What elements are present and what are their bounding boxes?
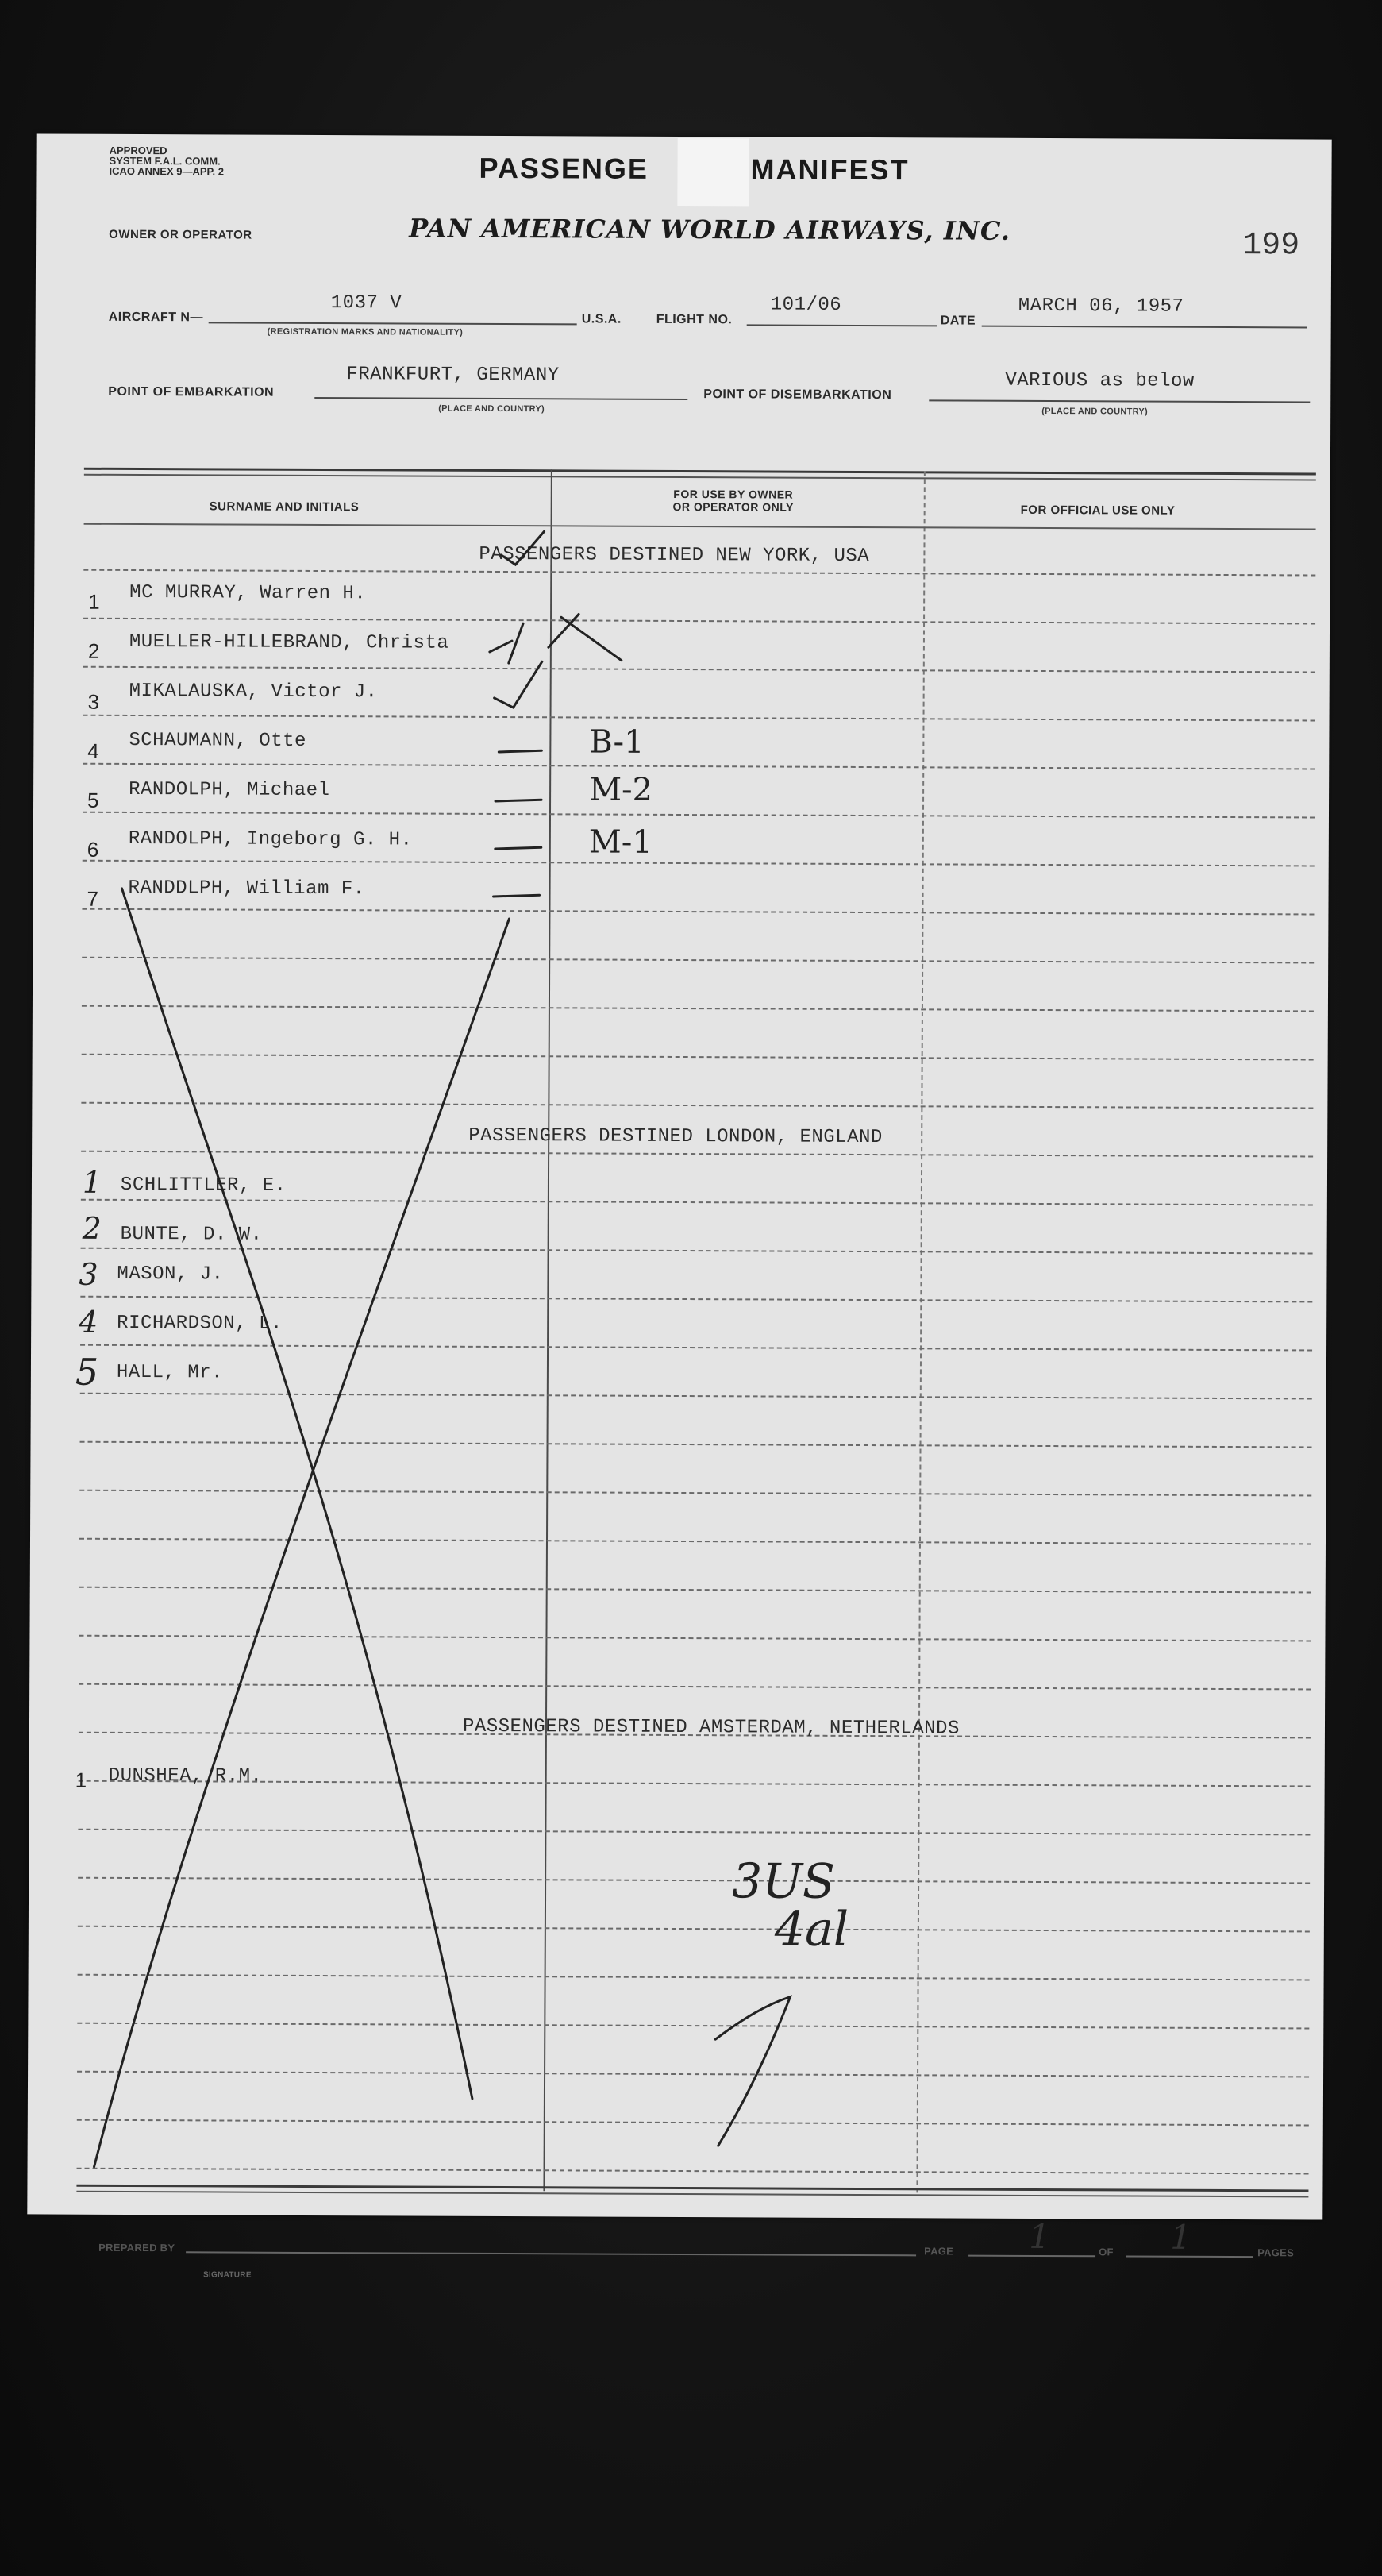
- embark-note: (PLACE AND COUNTRY): [438, 403, 545, 415]
- row-number: 5: [87, 788, 99, 812]
- aircraft-label: AIRCRAFT N—: [108, 310, 204, 325]
- row-number: 5: [75, 1350, 99, 1394]
- column-head-surname: SURNAME AND INITIALS: [209, 499, 360, 515]
- flight-value: 101/06: [770, 294, 842, 316]
- handwritten-mark: B-1: [589, 723, 645, 761]
- approved-line: APPROVED: [109, 144, 167, 157]
- row-number: 6: [87, 837, 99, 862]
- approved-line: ICAO ANNEX 9—APP. 2: [109, 164, 225, 178]
- row-number: 4: [87, 738, 99, 763]
- row-number: 3: [79, 1256, 98, 1292]
- row-number: 1: [75, 1768, 87, 1792]
- tick-dash: [494, 895, 540, 897]
- check-mark: [495, 661, 542, 708]
- disembark-label: POINT OF DISEMBARKATION: [703, 388, 892, 403]
- country-label: U.S.A.: [581, 312, 622, 326]
- row-number: 7: [87, 886, 99, 911]
- approved-line: SYSTEM F.A.L. COMM.: [109, 154, 221, 168]
- row-number: 3: [87, 689, 100, 714]
- section-heading-london: PASSENGERS DESTINED LONDON, ENGLAND: [468, 1124, 883, 1149]
- handwritten-tally: 4al: [774, 1901, 849, 1957]
- page-value: 1: [1029, 2216, 1051, 2257]
- form-title-left: PASSENGE: [479, 151, 649, 185]
- handwritten-mark: M-2: [589, 771, 653, 808]
- section-heading-new-york: PASSENGERS DESTINED NEW YORK, USA: [479, 543, 870, 568]
- passenger-name: RANDDLPH, William F.: [128, 877, 365, 900]
- pen-strokes: [27, 133, 1331, 2219]
- prepared-by-label: PREPARED BY: [98, 2241, 175, 2254]
- passenger-name: RICHARDSON, L.: [117, 1312, 283, 1335]
- disembark-value: VARIOUS as below: [1005, 369, 1195, 392]
- row-number: 1: [88, 589, 100, 614]
- signature-label: SIGNATURE: [202, 2270, 252, 2280]
- pages-value: 1: [1170, 2217, 1192, 2257]
- row-number: 2: [82, 1210, 102, 1246]
- passenger-name: MASON, J.: [117, 1263, 224, 1286]
- carrier-name: PAN AMERICAN WORLD AIRWAYS, INC.: [409, 213, 1011, 246]
- row-number: 4: [79, 1304, 98, 1340]
- passenger-name: BUNTE, D. W.: [120, 1223, 263, 1246]
- column-head-owner-line: FOR USE BY OWNER: [673, 487, 794, 501]
- row-number: 2: [87, 638, 100, 663]
- passenger-name: MC MURRAY, Warren H.: [129, 581, 367, 605]
- passenger-name: MUELLER-HILLEBRAND, Christa: [129, 631, 449, 654]
- passenger-name: RANDOLPH, Michael: [129, 778, 330, 802]
- page-label: PAGE: [924, 2245, 954, 2258]
- column-head-official: FOR OFFICIAL USE ONLY: [1020, 503, 1176, 518]
- tick-dash: [495, 847, 541, 849]
- passenger-name: HALL, Mr.: [116, 1361, 224, 1384]
- handwritten-tally: 3US: [731, 1853, 836, 1910]
- section-heading-amsterdam: PASSENGERS DESTINED AMSTERDAM, NETHERLANDS: [462, 1715, 960, 1740]
- owner-label: OWNER OR OPERATOR: [109, 227, 252, 242]
- aircraft-value: 1037 V: [330, 292, 402, 314]
- passenger-name: DUNSHEA, R.M.: [108, 1764, 263, 1787]
- date-label: DATE: [940, 314, 976, 328]
- tick-dash: [495, 800, 541, 801]
- passenger-name: SCHLITTLER, E.: [120, 1174, 287, 1197]
- row-number: 1: [82, 1164, 102, 1200]
- column-head-owner-line: OR OPERATOR ONLY: [672, 499, 794, 514]
- tick-dash: [499, 750, 541, 752]
- disembark-note: (PLACE AND COUNTRY): [1041, 406, 1149, 417]
- passenger-name: SCHAUMANN, Otte: [129, 729, 306, 752]
- embark-value: FRANKFURT, GERMANY: [346, 364, 560, 387]
- registration-note: (REGISTRATION MARKS AND NATIONALITY): [267, 326, 464, 337]
- cross-out-stroke: [117, 889, 478, 2099]
- of-label: OF: [1099, 2246, 1114, 2258]
- passenger-name: MIKALAUSKA, Victor J.: [129, 680, 378, 704]
- manifest-sheet: [27, 133, 1331, 2280]
- tally-stroke: [715, 1996, 791, 2146]
- pages-label: PAGES: [1257, 2246, 1295, 2259]
- form-title-right: MANIFEST: [750, 152, 910, 187]
- page-stamp: 199: [1242, 228, 1300, 264]
- flight-label: FLIGHT NO.: [656, 312, 733, 327]
- check-mark: [501, 531, 544, 565]
- date-value: MARCH 06, 1957: [1018, 295, 1184, 318]
- embark-label: POINT OF EMBARKATION: [108, 384, 275, 399]
- handwritten-mark: M-1: [588, 823, 653, 861]
- check-x-mark: [490, 614, 622, 664]
- passenger-name: RANDOLPH, Ingeborg G. H.: [128, 827, 413, 851]
